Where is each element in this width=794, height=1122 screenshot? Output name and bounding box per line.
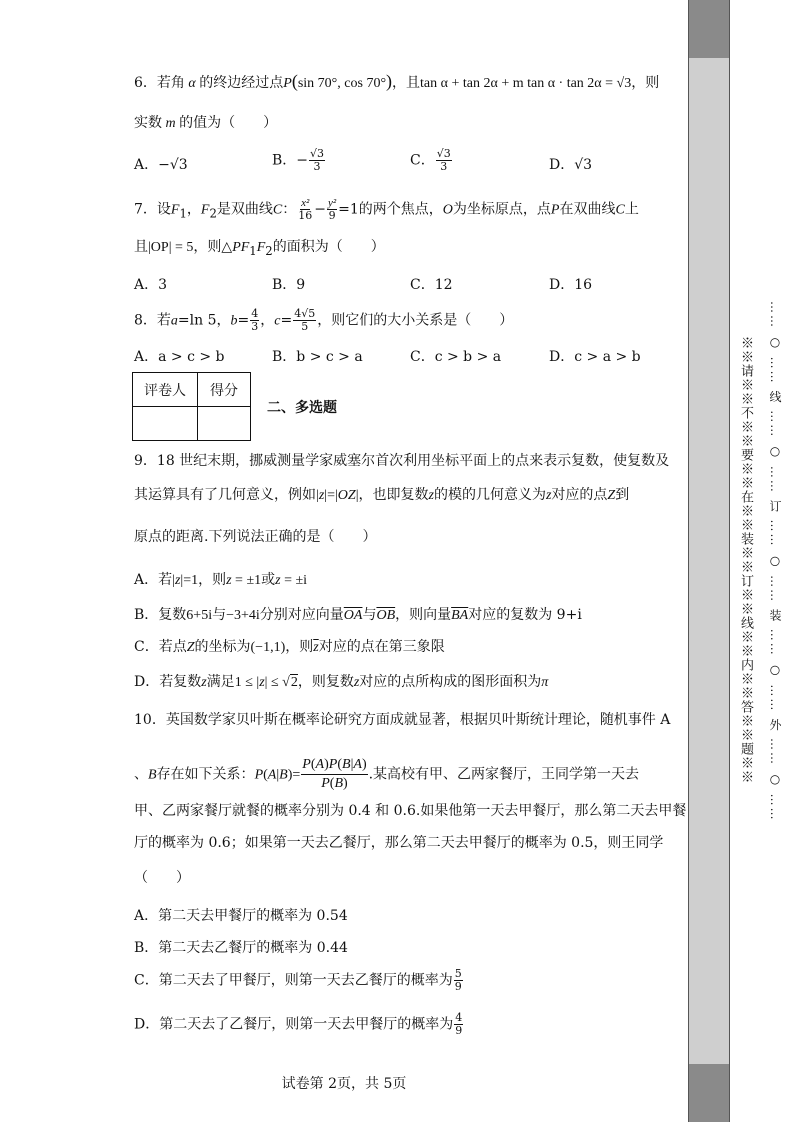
q6-equation: tan α + tan 2α + m tan α · tan 2α = √3 xyxy=(420,76,632,91)
q8-option-d: D．c > a > b xyxy=(549,349,641,365)
q8-option-a: A．a > c > b xyxy=(134,349,225,365)
page-footer: 试卷第 2页，共 5页 xyxy=(281,1076,407,1092)
q10-line2: 、B存在如下关系：P(A|B)= $\frac{P(A)P(B|A)}{P(B)}$ .某高校有甲、乙两家餐厅，王同学第一天去 xyxy=(134,757,640,791)
q7-option-a: A．3 xyxy=(134,277,168,293)
score-cell[interactable] xyxy=(198,407,251,441)
q9-option-a: A．若|z|=1，则z = ±1或z = ±i xyxy=(134,572,308,588)
q7-option-c: C．12 xyxy=(410,277,453,293)
q6-option-d: D．√3 xyxy=(549,157,593,173)
q7-line2: 且|OP| = 5，则$\triangle PF_1F_2$的面积为（ ） xyxy=(134,239,385,258)
grader-header: 评卷人 xyxy=(133,373,198,407)
q8-line1: 8．若a=ln 5，b= $\frac{4}{3}$ ，c= $\frac{4√5}{5}$ ，则它们的大小关系是（ ） xyxy=(134,307,514,333)
q6-option-b: B．− $\frac{√3}{3}$ xyxy=(272,147,325,173)
score-table xyxy=(132,372,251,441)
q10-line1: 10．英国数学家贝叶斯在概率论研究方面成就显著，根据贝叶斯统计理论，随机事件 A xyxy=(134,712,671,728)
q9-line3: 原点的距离.下列说法正确的是（ ） xyxy=(134,529,377,545)
q10-line4: 厅的概率为 0.6；如果第一天去乙餐厅，那么第二天去甲餐厅的概率为 0.5，则王同学 xyxy=(134,835,664,851)
q7-option-b: B．9 xyxy=(272,277,306,293)
binding-line-marks: …… ○ …… 线 …… ○ …… 订 …… ○ …… 装 …… ○ …… 外 …… ○ …… xyxy=(768,300,782,822)
strip-top-cap xyxy=(689,0,729,58)
q7-line1: 7．设$F_1$，$F_2$是双曲线C： $\frac{\text{x²}}{16}$ − $\frac{\text{y²}}{9}$ =1的两个焦点，O为坐标原点，点P在双曲线C上 xyxy=(134,197,639,222)
q6-line1: 6．若角 α 的终边经过点P(sin 70°, cos 70°)，且tan α + tan 2α + m tan α · tan 2α = √3，则 xyxy=(134,71,660,91)
q10-option-c: C．第二天去了甲餐厅，则第一天去乙餐厅的概率为 $\frac{5}{9}$ xyxy=(134,967,462,993)
q10-option-b: B．第二天去乙餐厅的概率为 0.44 xyxy=(134,940,348,956)
q9-line2: 其运算具有了几何意义，例如|z|=|OZ|，也即复数z的模的几何意义为z对应的点Z到 xyxy=(134,487,630,503)
q6-option-a: A．−√3 xyxy=(134,157,188,173)
binding-warning: ※※请※※不※※要※※在※※装※※订※※线※※内※※答※※题※※ xyxy=(738,336,753,784)
q8-option-c: C．c > b > a xyxy=(410,349,502,365)
section-title: 二、多选题 xyxy=(267,400,337,416)
q9-option-d: D．若复数z满足1 ≤ |z| ≤ √2，则复数z对应的点所构成的图形面积为π xyxy=(134,674,549,690)
q10-option-d: D．第二天去了乙餐厅，则第一天去甲餐厅的概率为 $\frac{4}{9}$ xyxy=(134,1011,463,1037)
q6-option-c: C． $\frac{√3}{3}$ xyxy=(410,147,451,173)
q9-line1: 9．18 世纪末期，挪威测量学家威塞尔首次利用坐标平面上的点来表示复数，使复数及 xyxy=(134,453,670,469)
q10-line5: （ ） xyxy=(134,870,190,886)
q10-option-a: A．第二天去甲餐厅的概率为 0.54 xyxy=(134,908,348,924)
q8-option-b: B．b > c > a xyxy=(272,349,363,365)
strip-bottom-cap xyxy=(689,1064,729,1122)
q7-option-d: D．16 xyxy=(549,277,593,293)
score-header: 得分 xyxy=(198,373,251,407)
q9-option-c: C．若点Z的坐标为(−1,1)，则$\overline{z}$对应的点在第三象限 xyxy=(134,639,445,655)
q10-line3: 甲、乙两家餐厅就餐的概率分别为 0.4 和 0.6.如果他第一天去甲餐厅，那么第二天去甲餐 xyxy=(134,803,687,819)
q6-line2: 实数 m 的值为（ ） xyxy=(134,115,278,131)
grader-cell[interactable] xyxy=(133,407,198,441)
binding-strip xyxy=(688,0,730,1122)
q9-option-b: B．复数6+5i与−3+4i分别对应向量$\overline{OA}$与$\overline{OB}$，则向量$\overline{BA}$对应的复数为 9+i xyxy=(134,607,582,623)
